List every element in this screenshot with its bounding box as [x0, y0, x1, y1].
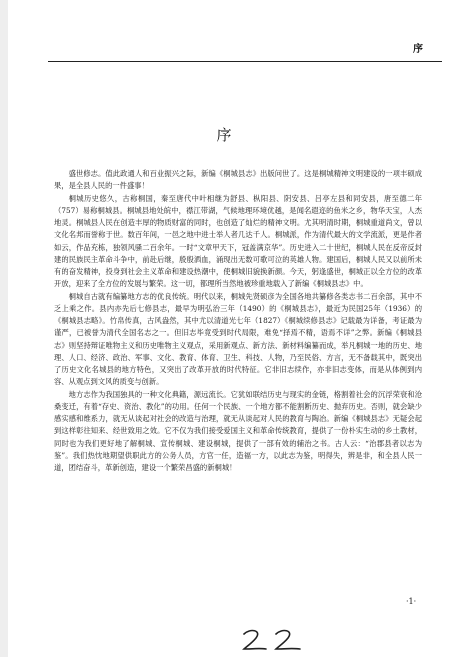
page-number: ·1· — [406, 597, 417, 606]
paragraph: 桐城历史悠久，古称桐国，秦至唐代中叶相继为舒县、枞阳县、阴安县、吕亭左县和同安县，唐至德二年（757）易称桐城县。桐城县地处皖中，襟江带湖，气候地理环境优越，是闻名遐迩的鱼米之乡，物华天宝，人杰地灵。桐城县人民在创造丰厚的物质财富的同时，也创造了灿烂的精神文明。尤其明清时期，桐城重道尚文，曾以文化名邦而誉称于世。数百年间，一邑之地中进士举人者几达千人。桐城派，作为清代最大的文学流派，更是作者如云，作品充栋，独领风骚二百余年。一时“文章甲天下，冠盖满京华”。历史进入二十世纪，桐城人民在反帝反封建的民族民主革命斗争中，前赴后继，殷殷洒血，涌现出无数可歌可泣的英雄人物。建国后，桐城人民又以前所未有的奋发精神，投身到社会主义革命和建设热潮中，使桐城旧貌换新颜。今天，躬逢盛世，桐城正以全方位的改革开放，迎来了全方位的发展与繁荣。这一切，都理所当然地被珍重地载入了新编《桐城县志》中。 — [54, 193, 422, 289]
scan-edge — [0, 0, 8, 657]
page-title: 序 — [216, 126, 234, 144]
header-rule — [48, 61, 442, 62]
handwritten-page-mark — [240, 628, 320, 652]
paragraph: 盛世修志。值此政通人和百业振兴之际，新编《桐城县志》出版问世了。这是桐城精神文明建设的一项丰硕成果，是全县人民的一件盛事！ — [54, 169, 422, 191]
preface-body — [54, 168, 422, 474]
paragraph: 地方志作为我国独具的一种文化典籍，源远流长。它犹如联结历史与现实的金链，格割着社会的沉浮荣衰和沧桑变迁，有着“存史、资治、教化”的功用。任何一个民族、一个地方都不能割断历史、抛弃历史。否则，就会缺少感实感和维系力，就无从谈起对社会的改造与治理，就无从谈起对人民的教育与陶冶。新编《桐城县志》无疑会起到这样彰往知来、经世致用之效。它不仅为我们接受爱国主义和革命传统教育，提供了一份朴实生动的乡土教材，同时也为我们更好地了解桐城、宣传桐城、建设桐城，提供了一部有效的辅治之书。古人云：“治郡县者以志为鉴”。我们热忱地期望供职此方的公务人员，方官一任，造福一方，以此志为鉴，明得失，辨是非，和全县人民一道，团结奋斗，革新创造，建设一个繁荣昌盛的新桐城！ — [54, 389, 422, 472]
paragraph: 桐城自古就有编纂地方志的优良传统。明代以来，桐城先贤硕彦为全国各地共纂修各类志书二百余部，其中不乏上乘之作。县内亦先后七修县志，最早为明弘治三年（1490）的《桐城县志》，最近为民国25年（1936）的《桐城县志略》。竹帛传真，古风盎然，其中尤以清道光七年（1827）《桐城续修县志》记载最为详备，考证最为谨严，已被誉为清代全国名志之一。但旧志毕竟受到时代局限，难免“择焉不精，语焉不详”之弊。新编《桐城县志》则坚持辩证唯物主义和历史唯物主义观点，采用新观点、新方法、新材料编纂而成，举凡桐城一地的历史、地理、人口、经济、政治、军事、文化、教育、体育、卫生、科技、人物，乃至民俗、方言，无不备载其中，既突出了历史文化名城县的地方特色，又突出了改革开放的时代特征。它非旧志续作，亦非旧志变体，而是从体例到内容、从观点到文风的质变与创新。 — [54, 291, 422, 387]
running-header: 序 — [413, 44, 423, 55]
